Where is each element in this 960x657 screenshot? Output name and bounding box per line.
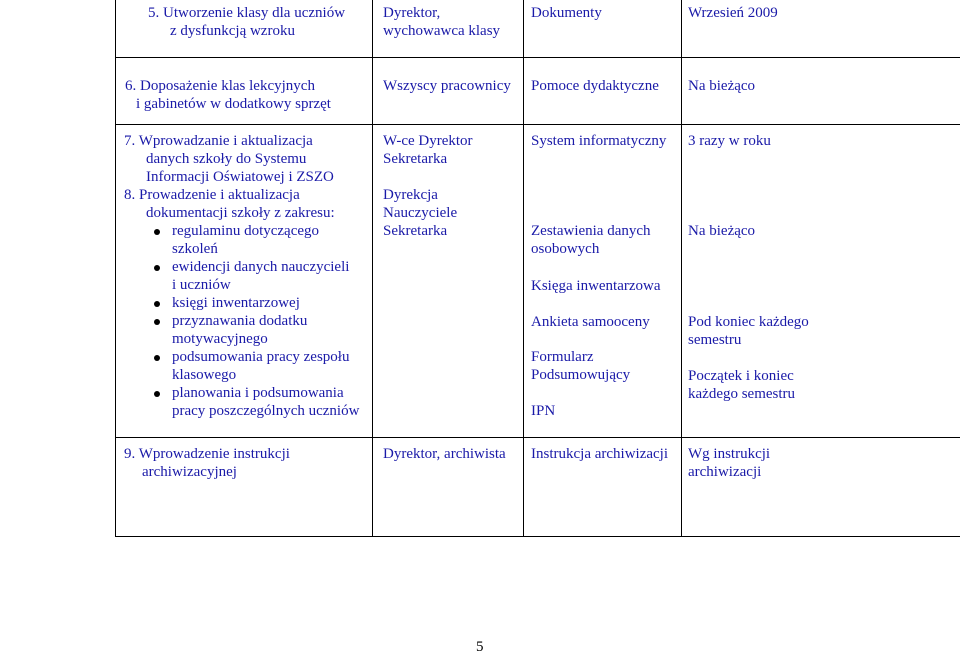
task-bullet-list [146,222,364,420]
table-row-7-when: 3 razy w roku [688,133,771,149]
table-row-divider [115,57,960,58]
table-row-9-means: Instrukcja archiwizacji [531,446,669,462]
table-row-6-means: Pomoce dydaktyczne [531,78,659,94]
table-row-divider [115,124,960,125]
table-row-8-means-2: Księga inwentarzowa [531,278,661,294]
table-row-7-means: System informatyczny [531,133,667,149]
list-item: planowania i podsumowania pracy poszczególnych uczniów [146,384,364,420]
table-row-divider [115,437,960,438]
table-row-8-task: 8. Prowadzenie i aktualizacja dokumentacji szkoły z zakresu: regulaminu dotyczącego szkoleń ewidencji danych nauczycieli i uczniów księgi inwentarzowej przyznawania dodatku motywacyjnego podsumowania pracy zespołu klasowego planowania i podsumowania pracy poszczególnych uczniów [124,186,364,420]
table-row-5-who: Dyrektor, wychowawca klasy [383,5,501,39]
table-row-6-task: 6. Doposażenie klas lekcyjnych i gabinetów w dodatkowy sprzęt [125,78,331,112]
table-border-bottom [115,536,960,537]
table-row-8-means-1: Zestawienia danych osobowych [531,223,651,257]
table-row-8-when-1: Na bieżąco [688,223,756,239]
table-row-9-when: Wg instrukcji archiwizacji [688,446,771,480]
list-item: regulaminu dotyczącego szkoleń [146,222,364,258]
table-column-divider [523,0,524,537]
table-row-8-who: Dyrekcja Nauczyciele Sekretarka [383,187,458,239]
table-column-divider [681,0,682,537]
table-row-8-when-2: Pod koniec każdego semestru [688,314,809,348]
table-row-5-means: Dokumenty [531,5,602,21]
table-row-8-when-3: Początek i koniec każdego semestru [688,368,796,402]
table-border-left [115,0,116,537]
table-row-5-when: Wrzesień 2009 [688,5,778,21]
list-item: przyznawania dodatku motywacyjnego [146,312,364,348]
table-row-6-who: Wszyscy pracownicy [383,78,511,94]
table-row-8-means-4: Formularz Podsumowujący [531,349,631,383]
table-column-divider [372,0,373,537]
page-number: 5 [476,639,484,655]
list-item: ewidencji danych nauczycieli i uczniów [146,258,364,294]
table-row-8-means-3: Ankieta samooceny [531,314,650,330]
table-row-7-task: 7. Wprowadzanie i aktualizacja danych szkoły do Systemu Informacji Oświatowej i ZSZO [124,133,334,185]
list-item: podsumowania pracy zespołu klasowego [146,348,364,384]
table-row-7-who: W-ce Dyrektor Sekretarka [383,133,473,167]
list-item: księgi inwentarzowej [146,294,364,312]
table-row-8-means-5: IPN [531,403,556,419]
table-row-6-when: Na bieżąco [688,78,756,94]
table-row-9-task: 9. Wprowadzenie instrukcji archiwizacyjnej [124,446,290,480]
table-row-5-task: 5. Utworzenie klasy dla uczniów z dysfunkcją wzroku [148,5,346,39]
table-row-9-who: Dyrektor, archiwista [383,446,506,462]
